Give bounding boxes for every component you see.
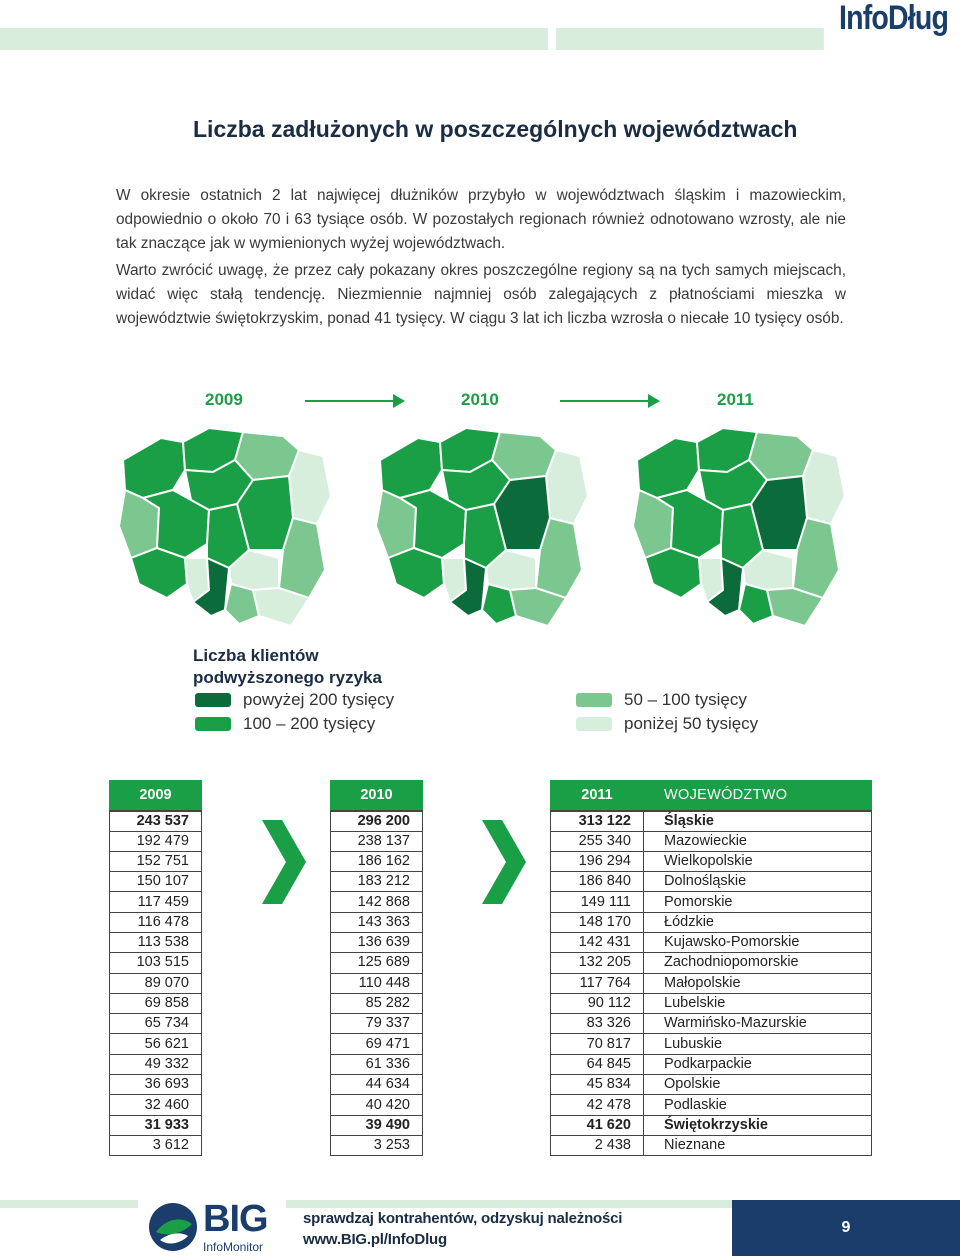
value-cell: 56 621 [110,1034,202,1054]
table-row [331,1135,423,1155]
chevron-right-icon [262,820,306,904]
table-row [110,1054,202,1074]
table-row [331,993,423,1013]
table-header-2010: 2010 [331,781,423,811]
value-cell: 70 817 [551,1034,644,1054]
arrow-line-1 [305,400,393,402]
value-cell: 110 448 [331,973,423,993]
table-row [551,1075,872,1095]
table-row [331,872,423,892]
table-row [331,1115,423,1135]
value-cell: 65 734 [110,1014,202,1034]
value-cell: 142 431 [551,932,644,952]
table-row [110,872,202,892]
value-cell: 103 515 [110,953,202,973]
arrow-right-icon [648,394,660,408]
value-cell: 2 438 [551,1135,644,1155]
value-cell: 313 122 [551,811,644,832]
year-label-2010: 2010 [461,390,499,409]
value-cell: 255 340 [551,831,644,851]
paragraph-2: Warto zwrócić uwagę, że przez cały pokazany okres poszczególne regiony są na tych samych miejscach, widać więc stałą tendencję. Niezmiennie najmniej osób zalegających z płatnościami mieszka w województwie świętokrzyskim, ponad 41 tysięcy. W ciągu 3 lat ich liczba wzrosła o niecałe 10 tysięcy osób. [116,262,846,327]
page-number: 9 [732,1200,960,1256]
value-cell: 69 471 [331,1034,423,1054]
legend-item-very-dark [195,688,394,712]
table-row [551,1034,872,1054]
legend-swatch [576,717,612,731]
value-cell: 143 363 [331,912,423,932]
footer-text [303,1208,622,1250]
value-cell: 85 282 [331,993,423,1013]
table-row [331,851,423,871]
legend-label: 100 – 200 tysięcy [243,714,376,733]
region-cell: Lubelskie [644,993,872,1013]
table-row [331,912,423,932]
legend-title-line2: podwyższonego ryzyka [193,668,382,687]
value-cell: 136 639 [331,932,423,952]
value-cell: 39 490 [331,1115,423,1135]
table-row [331,831,423,851]
region-dolnoslaskie [645,548,701,598]
region-cell: Opolskie [644,1075,872,1095]
table-header-2009: 2009 [110,781,202,811]
footer-url[interactable]: www.BIG.pl/InfoDlug [303,1231,447,1248]
big-logo-icon [148,1202,198,1252]
value-cell: 3 612 [110,1135,202,1155]
region-cell: Małopolskie [644,973,872,993]
value-cell: 149 111 [551,892,644,912]
map-2010 [370,420,590,632]
value-cell: 44 634 [331,1075,423,1095]
value-cell: 31 933 [110,1115,202,1135]
table-row [551,872,872,892]
table-row [110,1014,202,1034]
logo-big-text: BIG [203,1198,268,1240]
value-cell: 192 479 [110,831,202,851]
table-row [551,851,872,871]
value-cell: 45 834 [551,1075,644,1095]
region-dolnoslaskie [131,548,187,598]
legend-item-light [576,688,747,712]
table-row [110,831,202,851]
region-cell: Łódzkie [644,912,872,932]
table-row [110,973,202,993]
region-cell: Dolnośląskie [644,872,872,892]
region-podlaskie [803,450,845,524]
table-row [110,811,202,832]
table-row [110,1115,202,1135]
table-row [551,1115,872,1135]
value-cell: 49 332 [110,1054,202,1074]
value-cell: 36 693 [110,1075,202,1095]
table-row [110,932,202,952]
region-cell: Nieznane [644,1135,872,1155]
region-cell: Kujawsko-Pomorskie [644,932,872,952]
value-cell: 113 538 [110,932,202,952]
legend-label: 50 – 100 tysięcy [624,690,747,709]
value-cell: 243 537 [110,811,202,832]
value-cell: 90 112 [551,993,644,1013]
table-row [331,973,423,993]
table-row [551,1054,872,1074]
brand-title: InfoDług [824,0,960,50]
table-row [551,892,872,912]
table-row [551,953,872,973]
table-row [551,993,872,1013]
legend-swatch [195,693,231,707]
table-header-2011: 2011 [551,781,644,811]
arrow-line-2 [560,400,648,402]
region-cell: Pomorskie [644,892,872,912]
legend-swatch [576,693,612,707]
region-cell: Podlaskie [644,1095,872,1115]
table-row [551,831,872,851]
region-cell: Lubuskie [644,1034,872,1054]
value-cell: 64 845 [551,1054,644,1074]
value-cell: 152 751 [110,851,202,871]
region-cell: Mazowieckie [644,831,872,851]
table-row [110,912,202,932]
page-title: Liczba zadłużonych w poszczególnych województwach [193,116,798,142]
table-row [110,993,202,1013]
table-row [551,811,872,832]
value-cell: 117 459 [110,892,202,912]
table-row [331,892,423,912]
value-cell: 296 200 [331,811,423,832]
table-header-region: WOJEWÓDZTWO [644,781,872,811]
value-cell: 3 253 [331,1135,423,1155]
table-row [331,1095,423,1115]
legend-title-line1: Liczba klientów [193,646,319,665]
logo-sub-text: InfoMonitor [203,1240,264,1254]
value-cell: 183 212 [331,872,423,892]
legend-label: poniżej 50 tysięcy [624,714,759,733]
table-2010 [330,780,423,1156]
table-row [551,932,872,952]
table-2011-regions [550,780,872,1156]
table-row [551,912,872,932]
region-cell: Zachodniopomorskie [644,953,872,973]
value-cell: 142 868 [331,892,423,912]
region-cell: Świętokrzyskie [644,1115,872,1135]
arrow-right-icon [393,394,405,408]
paragraph-1: W okresie ostatnich 2 lat najwięcej dłużników przybyło w województwach śląskim i mazowieckim, odpowiednio o około 70 i 63 tysiące osób. W pozostałych regionach również odnotowano wzrosty, ale nie tak znaczące jak w wymienionych wyżej województwach. [116,187,846,252]
region-cell: Wielkopolskie [644,851,872,871]
value-cell: 79 337 [331,1014,423,1034]
value-cell: 83 326 [551,1014,644,1034]
table-row [551,1014,872,1034]
table-row [110,1095,202,1115]
region-podlaskie [546,450,588,524]
chevron-right-icon [482,820,526,904]
legend-item-dark [195,712,375,736]
value-cell: 40 420 [331,1095,423,1115]
table-row [110,1135,202,1155]
table-row [110,953,202,973]
table-row [110,1075,202,1095]
year-label-2011: 2011 [717,390,754,409]
region-dolnoslaskie [388,548,444,598]
legend-item-very-light [576,712,758,736]
region-podlaskie [289,450,331,524]
value-cell: 196 294 [551,851,644,871]
region-zachodniopomorskie [123,438,185,498]
region-zachodniopomorskie [380,438,442,498]
legend-label: powyżej 200 tysięcy [243,690,395,709]
table-row [110,851,202,871]
value-cell: 186 840 [551,872,644,892]
value-cell: 238 137 [331,831,423,851]
table-row [331,1014,423,1034]
region-zachodniopomorskie [637,438,699,498]
table-row [331,1054,423,1074]
map-2011 [627,420,847,632]
value-cell: 125 689 [331,953,423,973]
footer-tagline: sprawdzaj kontrahentów, odzyskuj należności [303,1210,623,1227]
table-2009 [109,780,202,1156]
table-row [331,811,423,832]
table-row [551,1135,872,1155]
value-cell: 116 478 [110,912,202,932]
table-row [551,973,872,993]
value-cell: 132 205 [551,953,644,973]
value-cell: 32 460 [110,1095,202,1115]
value-cell: 42 478 [551,1095,644,1115]
value-cell: 117 764 [551,973,644,993]
table-row [331,932,423,952]
value-cell: 148 170 [551,912,644,932]
value-cell: 89 070 [110,973,202,993]
value-cell: 186 162 [331,851,423,871]
value-cell: 41 620 [551,1115,644,1135]
value-cell: 69 858 [110,993,202,1013]
legend-title [193,645,382,689]
legend-swatch [195,717,231,731]
region-cell: Warmińsko-Mazurskie [644,1014,872,1034]
map-2009 [113,420,333,632]
table-row [331,1034,423,1054]
table-row [110,1034,202,1054]
table-row [110,892,202,912]
region-cell: Śląskie [644,811,872,832]
value-cell: 61 336 [331,1054,423,1074]
table-row [331,953,423,973]
region-cell: Podkarpackie [644,1054,872,1074]
value-cell: 150 107 [110,872,202,892]
year-label-2009: 2009 [205,390,243,409]
table-row [331,1075,423,1095]
table-row [551,1095,872,1115]
header-band [0,28,548,50]
